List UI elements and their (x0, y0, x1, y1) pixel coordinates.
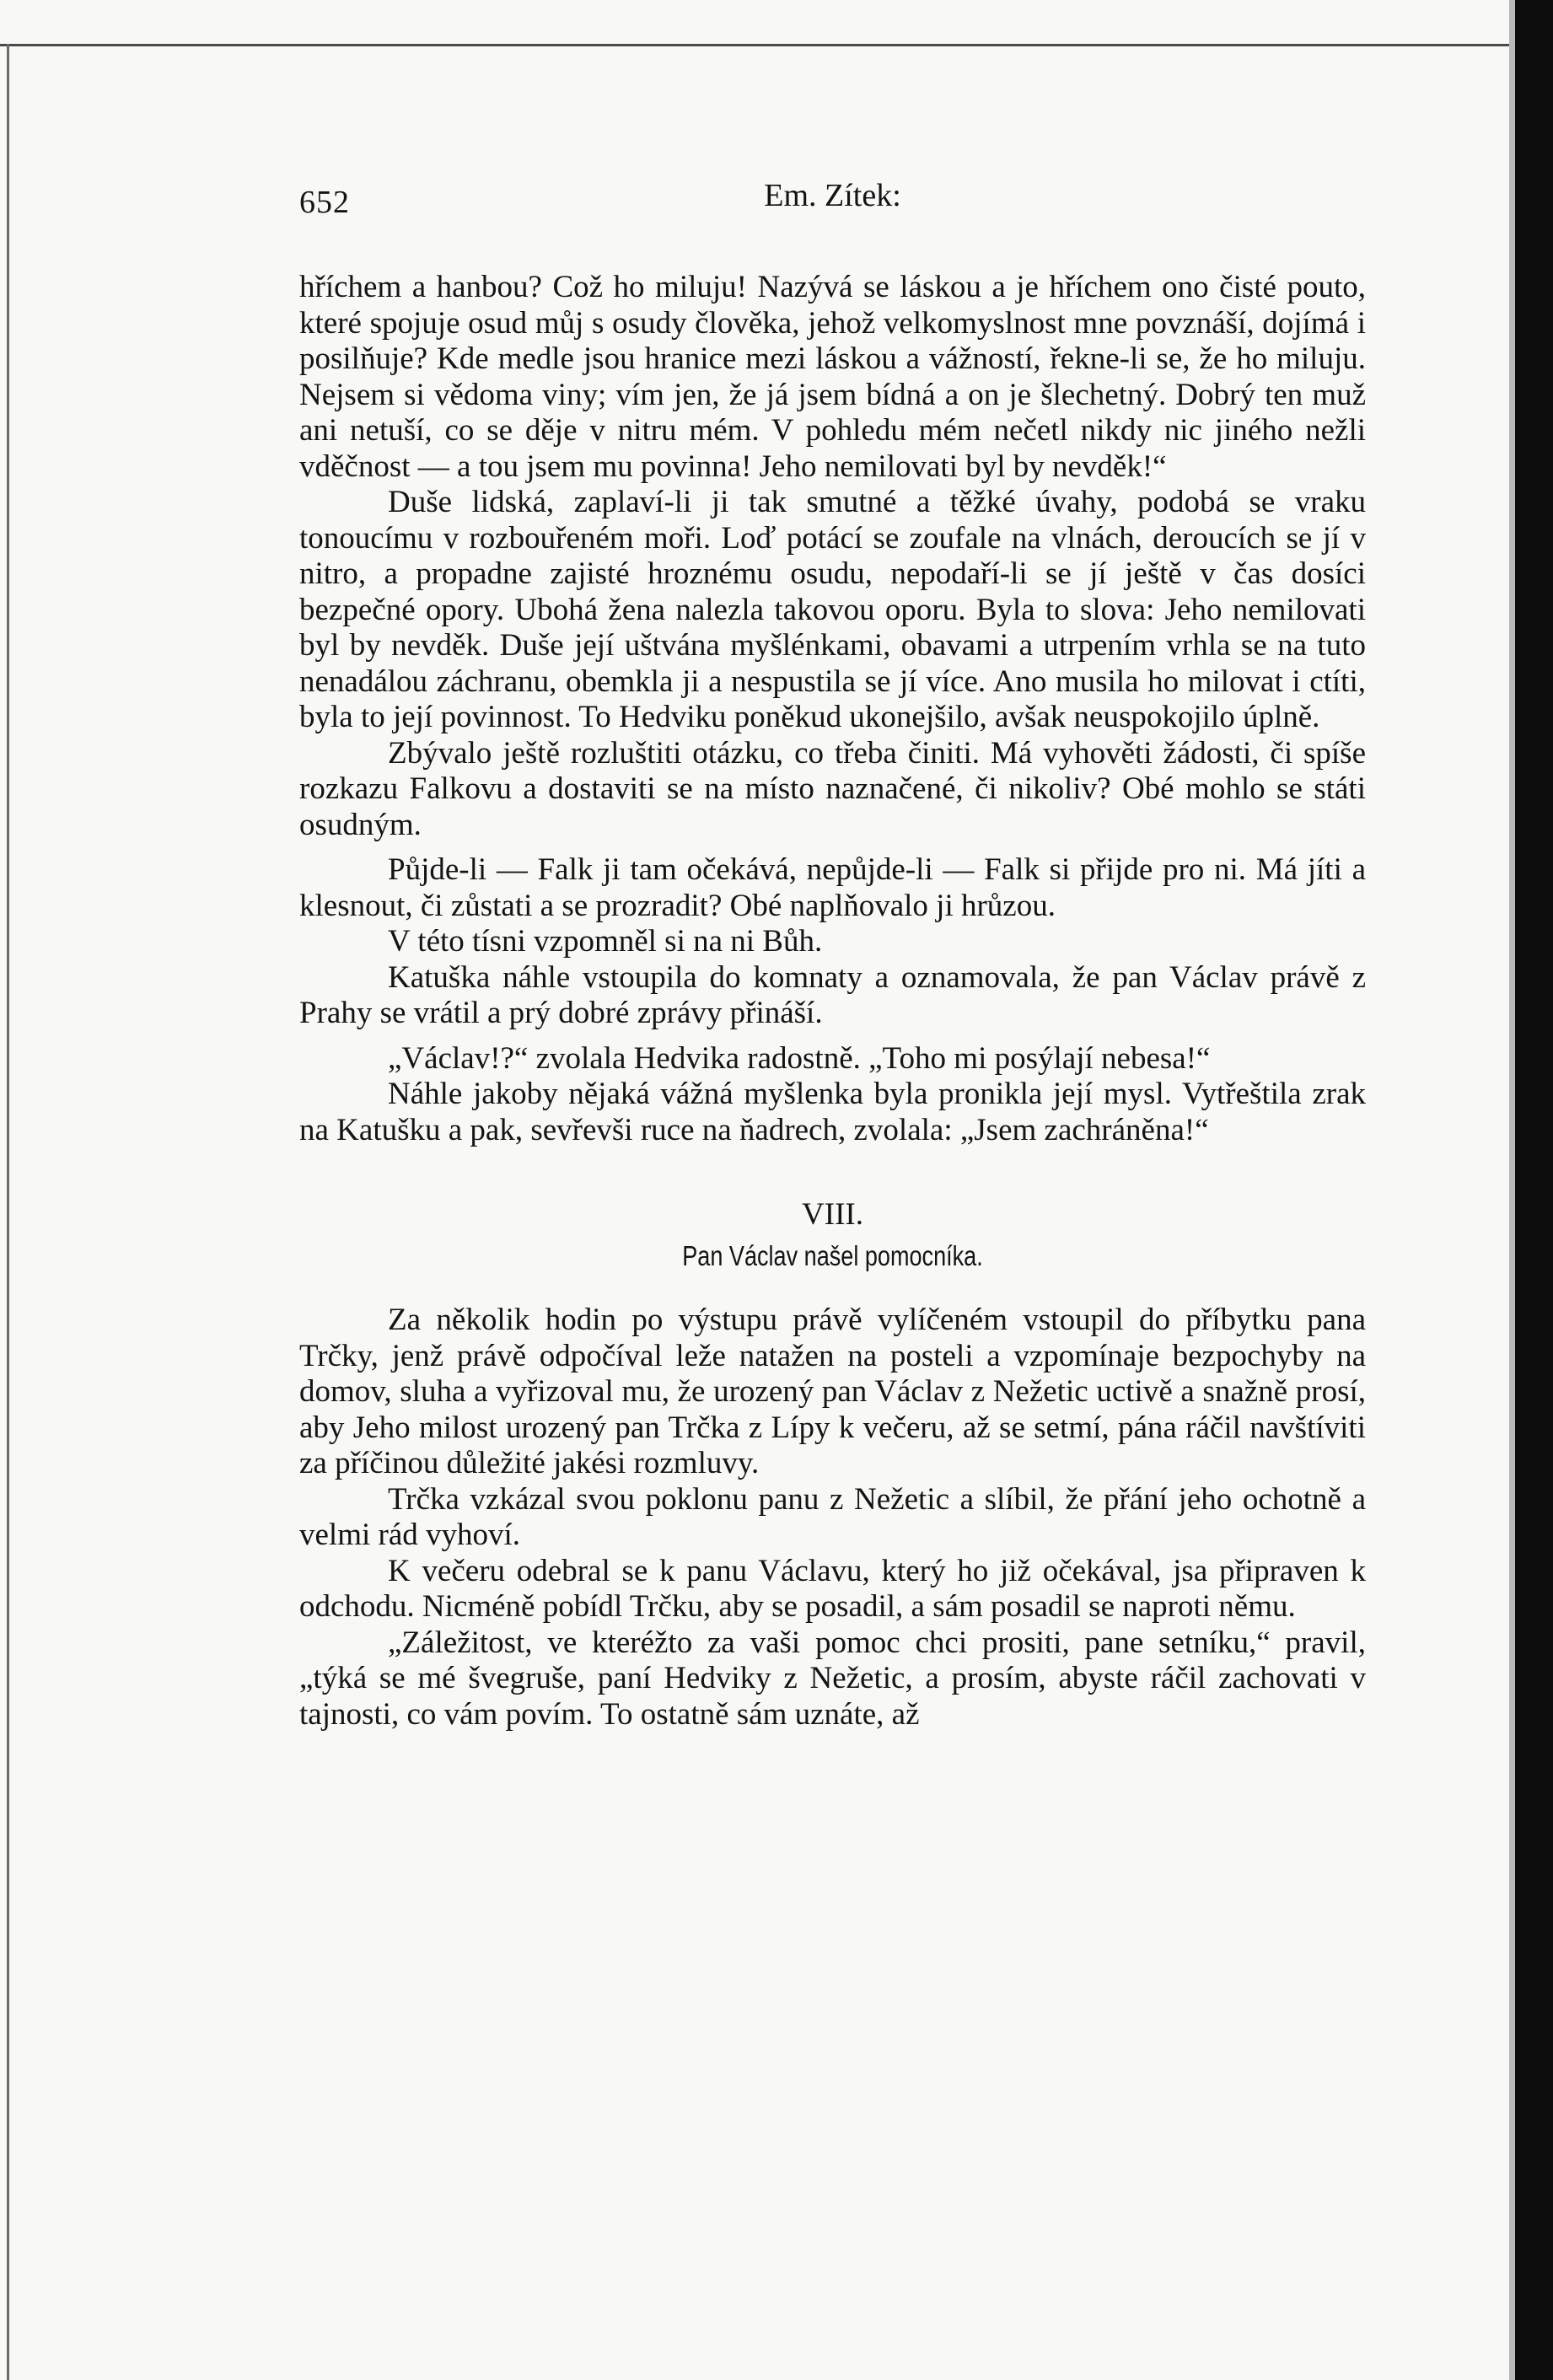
paragraph: „Václav!?“ zvolala Hedvika radostně. „Toho mi posýlají nebesa!“ (388, 1040, 1211, 1076)
running-head: Em. Zítek: (764, 178, 901, 213)
paragraph: Trčka vzkázal svou poklonu panu z Nežetic a slíbil, že přání jeho ochotně a velmi rád vyhoví. (299, 1481, 1366, 1552)
page-number: 652 (299, 185, 350, 220)
chapter-title: Pan Václav našel pomocníka. (682, 1239, 983, 1271)
scan-edge-top (0, 44, 1509, 46)
paragraph: Za několik hodin po výstupu právě vylíčeném vstoupil do příbytku pana Trčky, jenž právě odpočíval leže natažen na posteli a vzpomínaje bezpochyby na domov, sluha a vyřizoval mu, že urozený pan Václav z Nežetic uctivě a snažně prosí, aby Jeho milost urozený pan Trčka z Lípy k večeru, až se setmí, pána ráčil navštíviti za příčinou důležité jakési rozmluvy. (299, 1303, 1366, 1480)
paragraph: Zbývalo ještě rozluštiti otázku, co třeba činiti. Má vyhověti žádosti, či spíše rozkazu Falkovu a dostaviti se na místo naznačené, či nikoliv? Obé mohlo se státi osudným. (299, 735, 1366, 842)
page-header (299, 177, 1366, 228)
paragraph: Duše lidská, zaplaví-li ji tak smutné a těžké úvahy, podobá se vraku tonoucímu v rozbouřeném moři. Loď potácí se zoufale na vlnách, deroucích se jí v nitro, a propadne zajisté hroznému osudu, nepodaří-li se jí ještě v čas dosíci bezpečné opory. Ubohá žena nalezla takovou oporu. Byla to slova: Jeho nemilovati byl by nevděk. Duše její uštvána myšlénkami, obavami a utrpením vrhla se na tuto nenadálou záchranu, obemkla ji a nespustila se jí více. Ano musila ho milovat i ctíti, byla to její povinnost. To Hedviku poněkud ukonejšilo, avšak neuspokojilo úplně. (299, 485, 1366, 734)
body-text (299, 270, 1366, 1733)
paragraph: Katuška náhle vstoupila do komnaty a oznamovala, že pan Václav právě z Prahy se vrátil a prý dobré zprávy přináší. (299, 959, 1366, 1030)
scan-edge-right (1515, 0, 1553, 2380)
paragraph: hříchem a hanbou? Což ho miluju! Nazývá se láskou a je hříchem ono čisté pouto, které spojuje osud můj s osudy člověka, jehož velkomyslnost mne povznáší, dojímá i posilňuje? Kde medle jsou hranice mezi láskou a vážností, řekne-li se, že ho miluju. Nejsem si vědoma viny; vím jen, že já jsem bídná a on je šlechetný. Dobrý ten muž ani netuší, co se děje v nitru mém. V pohledu mém nečetl nikdy nic jiného nežli vděčnost — a tou jsem mu povinna! Jeho nemilovati byl by nevděk!“ (299, 270, 1366, 484)
paragraph: K večeru odebral se k panu Václavu, který ho již očekával, jsa připraven k odchodu. Nicméně pobídl Trčku, aby se posadil, a sám posadil se naproti němu. (299, 1553, 1366, 1624)
scan-edge-right-inner (1509, 0, 1515, 2380)
book-page (299, 177, 1366, 1733)
paragraph: V této tísni vzpomněl si na ni Bůh. (388, 924, 823, 959)
chapter-number: VIII. (802, 1197, 863, 1232)
paragraph: Půjde-li — Falk ji tam očekává, nepůjde-li — Falk si přijde pro ni. Má jíti a klesnout, či zůstati a se prozradit? Obé naplňovalo ji hrůzou. (299, 852, 1366, 923)
paragraph: Náhle jakoby nějaká vážná myšlenka byla pronikla její mysl. Vytřeštila zrak na Katušku a pak, sevřevši ruce na ňadrech, zvolala: „Jsem zachráněna!“ (299, 1077, 1366, 1147)
scan-edge-left (7, 44, 9, 2380)
paragraph: „Záležitost, ve kteréžto za vaši pomoc chci prositi, pane setníku,“ pravil, „týká se mé švegruše, paní Hedviky z Nežetic, a prosím, abyste ráčil zachovati v tajnosti, co vám povím. To ostatně sám uznáte, až (299, 1625, 1366, 1732)
